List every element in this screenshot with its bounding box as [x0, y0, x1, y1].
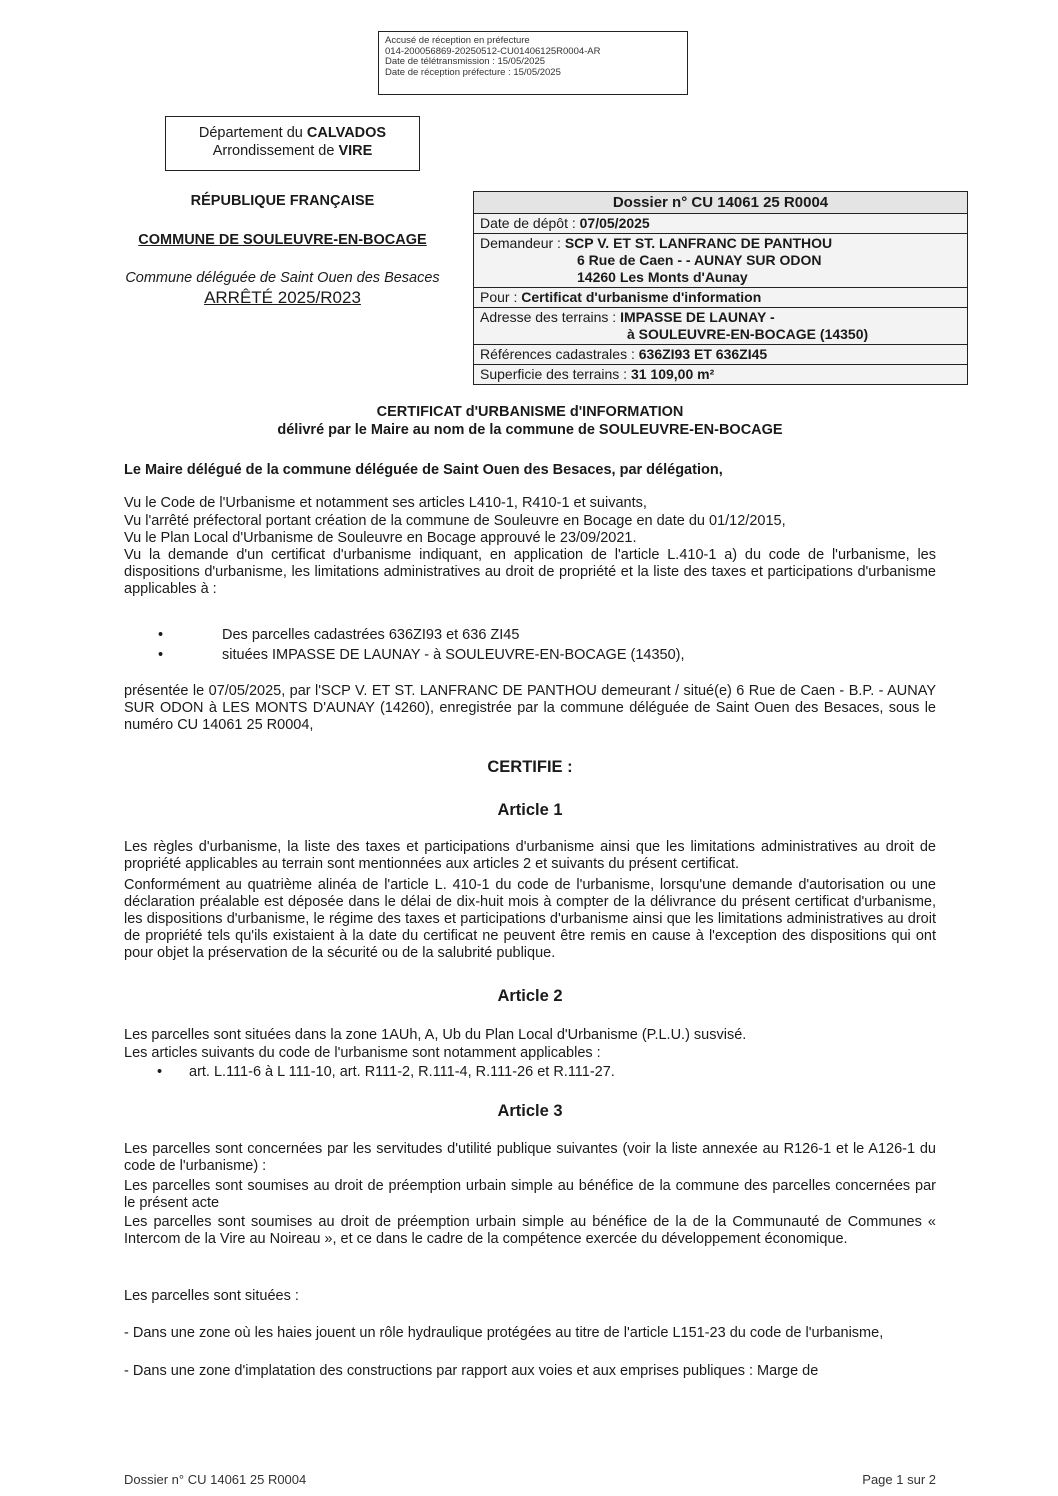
superficie-label: Superficie des terrains :	[480, 366, 631, 382]
pour-value: Certificat d'urbanisme d'information	[521, 289, 762, 305]
article-3-paragraph: Les parcelles sont concernées par les servitudes d'utilité publique suivantes (voir la liste annexée au R126-1 et le A126-1 du code de l'urbanisme) :	[124, 1141, 936, 1174]
adresse-label: Adresse des terrains :	[480, 309, 621, 325]
list-item-text: art. L.111-6 à L 111-10, art. R111-2, R.111-4, R.111-26 et R.111-27.	[189, 1064, 615, 1080]
dossier-row-adresse	[474, 307, 967, 344]
vu-line: Vu le Plan Local d'Urbanisme de Souleuvre en Bocage approuvé le 23/09/2021.	[124, 530, 637, 546]
dossier-table	[473, 191, 968, 385]
certificat-subtitle: délivré par le Maire au nom de la commune de SOULEUVRE-EN-BOCAGE	[277, 422, 783, 438]
dossier-row-superficie	[474, 364, 967, 384]
stamp-line: 014-200056869-20250512-CU01406125R0004-AR	[385, 45, 601, 57]
demandeur-label: Demandeur :	[480, 235, 565, 251]
depot-label: Date de dépôt :	[480, 215, 580, 231]
bullet-icon: •	[157, 1064, 163, 1080]
adresse-line2: à SOULEUVRE-EN-BOCAGE (14350)	[627, 326, 869, 342]
list-item	[158, 627, 922, 644]
reception-stamp	[378, 31, 688, 95]
arrete-number: ARRÊTÉ 2025/R023	[204, 288, 361, 307]
republique-title: RÉPUBLIQUE FRANÇAISE	[190, 193, 375, 209]
list-item-text: Des parcelles cadastrées 636ZI93 et 636 ZI45	[222, 627, 520, 643]
commune-deleguee: Commune déléguée de Saint Ouen des Besaces	[125, 270, 440, 286]
arrondissement-name: VIRE	[338, 143, 373, 159]
article-1-title: Article 1	[497, 801, 563, 819]
dossier-row-refs	[474, 344, 967, 364]
footer-page-number: Page 1 sur 2	[862, 1472, 936, 1487]
list-item	[157, 1064, 929, 1081]
bullet-icon: •	[158, 627, 164, 643]
article-1-paragraph: Conformément au quatrième alinéa de l'article L. 410-1 du code de l'urbanisme, lorsqu'une demande d'autorisation ou une déclaration préalable est déposée dans le délai de dix-huit mois à compter de la délivrance du présent certificat d'urbanisme, les dispositions d'urbanisme, le régime des taxes et participations d'urbanisme ainsi que les limitations administratives au droit de propriété tels qu'ils existaient à la date du certificat ne peuvent être remis en cause à l'exception des dispositions qui ont pour objet la préservation de la sécurité ou de la salubrité publique.	[124, 877, 936, 961]
article-3-paragraph: - Dans une zone où les haies jouent un rôle hydraulique protégées au titre de l'article L151-23 du code de l'urbanisme,	[124, 1325, 884, 1341]
article-2-paragraph: Les articles suivants du code de l'urbanisme sont notamment applicables :	[124, 1045, 601, 1061]
demandeur-address: 6 Rue de Caen - - AUNAY SUR ODON	[577, 252, 822, 268]
superficie-value: 31 109,00 m²	[630, 366, 715, 382]
pour-label: Pour :	[480, 289, 522, 305]
dossier-row-pour	[474, 287, 967, 307]
refs-label: Références cadastrales :	[480, 346, 639, 362]
dept-name: CALVADOS	[306, 125, 387, 141]
stamp-line: Accusé de réception en préfecture	[385, 35, 530, 46]
refs-value: 636ZI93 ET 636ZI45	[638, 346, 768, 362]
article-3-paragraph: - Dans une zone d'implatation des constructions par rapport aux voies et aux emprises publiques : Marge de	[124, 1363, 819, 1379]
dossier-row-demandeur	[474, 233, 967, 287]
commune-title: COMMUNE DE SOULEUVRE-EN-BOCAGE	[138, 232, 427, 248]
dossier-row-depot	[474, 213, 967, 233]
article-3-title: Article 3	[497, 1102, 563, 1120]
maire-line: Le Maire délégué de la commune déléguée de Saint Ouen des Besaces, par délégation,	[124, 462, 723, 478]
adresse-line1: IMPASSE DE LAUNAY -	[620, 309, 775, 325]
list-item-text: situées IMPASSE DE LAUNAY - à SOULEUVRE-EN-BOCAGE (14350),	[222, 647, 685, 663]
presentee-paragraph: présentée le 07/05/2025, par l'SCP V. ET ST. LANFRANC DE PANTHOU demeurant / situé(e) 6 Rue de Caen - B.P. - AUNAY SUR ODON à LES MONTS D'AUNAY (14260), enregistrée par la commune déléguée de Saint Ouen des Besaces, sous le numéro CU 14061 25 R0004,	[124, 683, 936, 733]
department-box	[165, 116, 420, 171]
stamp-line: Date de télétransmission : 15/05/2025	[385, 56, 546, 67]
dept-prefix: Département du	[198, 125, 307, 141]
depot-value: 07/05/2025	[579, 215, 650, 231]
article-2-paragraph: Les parcelles sont situées dans la zone 1AUh, A, Ub du Plan Local d'Urbanisme (P.L.U.) susvisé.	[124, 1027, 747, 1043]
article-3-paragraph: Les parcelles sont soumises au droit de préemption urbain simple au bénéfice de la de la Communauté de Communes « Intercom de la Vire au Noireau », et ce dans le cadre de la compétence exercée du développement économique.	[124, 1214, 936, 1247]
article-1-paragraph: Les règles d'urbanisme, la liste des taxes et participations d'urbanisme ainsi que les limitations administratives au droit de propriété applicables au terrain sont mentionnées aux articles 2 et suivants du présent certificat.	[124, 839, 936, 872]
certifie-heading: CERTIFIE :	[487, 758, 573, 776]
article-2-title: Article 2	[497, 987, 563, 1005]
dossier-title: Dossier n° CU 14061 25 R0004	[474, 192, 967, 213]
vu-line: Vu l'arrêté préfectoral portant création de la commune de Souleuvre en Bocage en date du 01/12/2015,	[124, 513, 786, 529]
vu-line: Vu la demande d'un certificat d'urbanisme indiquant, en application de l'article L.410-1 a) du code de l'urbanisme, les dispositions d'urbanisme, les limitations administratives au droit de propriété et la liste des taxes et participations d'urbanisme applicables à :	[124, 547, 936, 597]
article-3-paragraph: Les parcelles sont situées :	[124, 1288, 299, 1304]
bullet-icon: •	[158, 647, 164, 663]
footer-dossier: Dossier n° CU 14061 25 R0004	[124, 1472, 307, 1487]
certificat-title: CERTIFICAT d'URBANISME d'INFORMATION	[376, 404, 684, 420]
demandeur-name: SCP V. ET ST. LANFRANC DE PANTHOU	[564, 235, 833, 251]
list-item	[158, 647, 922, 664]
vu-line: Vu le Code de l'Urbanisme et notamment ses articles L410-1, R410-1 et suivants,	[124, 495, 647, 511]
demandeur-city: 14260 Les Monts d'Aunay	[577, 269, 748, 285]
article-3-paragraph: Les parcelles sont soumises au droit de préemption urbain simple au bénéfice de la commune des parcelles concernées par le présent acte	[124, 1178, 936, 1211]
arrondissement-prefix: Arrondissement de	[212, 143, 339, 159]
stamp-line: Date de réception préfecture : 15/05/2025	[385, 66, 561, 78]
